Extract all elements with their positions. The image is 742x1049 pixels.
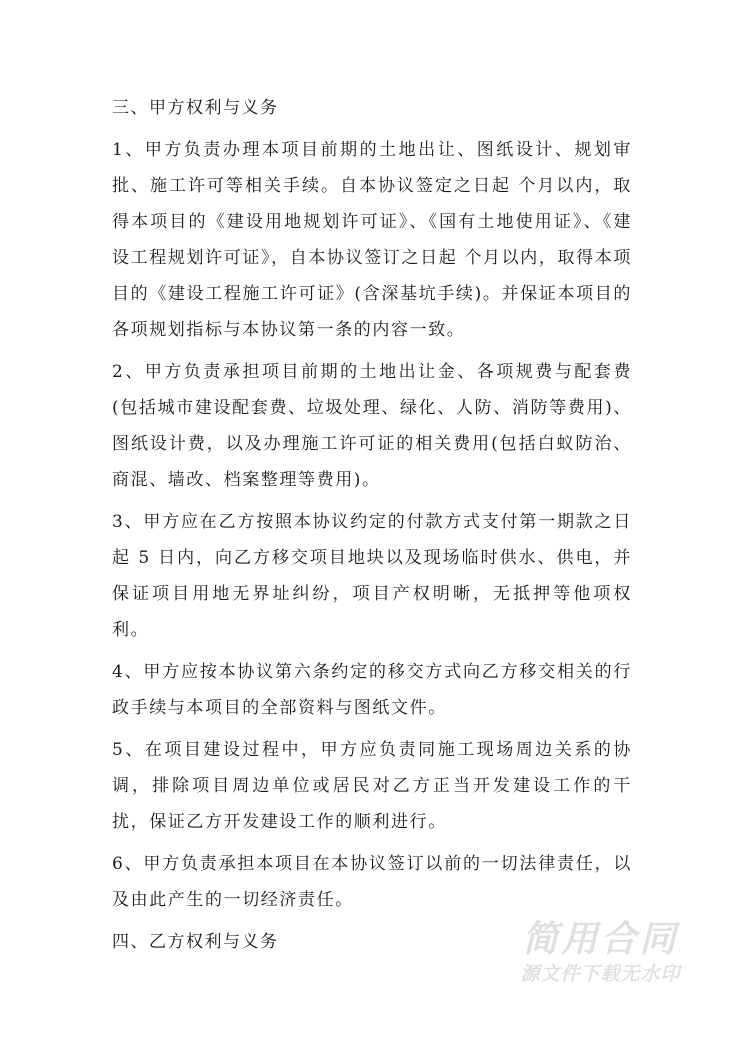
clause-2: 2、甲方负责承担项目前期的土地出让金、各项规费与配套费(包括城市建设配套费、垃圾处理、绿化、人防、消防等费用)、图纸设计费，以及办理施工许可证的相关费用(包括白蚁防治、商混、墙改、档案整理等费用)。 [112, 362, 632, 490]
clause-1: 1、甲方负责办理本项目前期的土地出让、图纸设计、规划审批、施工许可等相关手续。自本协议签定之日起 个月以内，取得本项目的《建设用地规划许可证》、《国有土地使用证》、《建设工程规划许可证》，自本协议签订之日起 个月以内，取得本项目的《建设工程施工许可证》(含深基坑手续)。并保证本项目的各项规划指标与本协议第一条的内容一致。 [112, 140, 632, 340]
section-3-heading: 三、甲方权利与义务 [112, 98, 279, 118]
section-4-heading: 四、乙方权利与义务 [112, 932, 279, 952]
clause-4: 4、甲方应按本协议第六条约定的移交方式向乙方移交相关的行政手续与本项目的全部资料与图纸文件。 [112, 662, 632, 718]
clause-6: 6、甲方负责承担本项目在本协议签订以前的一切法律责任，以及由此产生的一切经济责任。 [112, 854, 632, 910]
watermark-main-text: 简用合同 [522, 919, 679, 960]
clause-3: 3、甲方应在乙方按照本协议约定的付款方式支付第一期款之日起 5 日内，向乙方移交项目地块以及现场临时供水、供电，并保证项目用地无界址纠纷，项目产权明晰，无抵押等他项权利。 [112, 512, 632, 640]
watermark-sub-text: 源文件下载无水印 [520, 963, 681, 985]
document-body [112, 90, 632, 966]
clause-5: 5、在项目建设过程中，甲方应负责同施工现场周边关系的协调，排除项目周边单位或居民对乙方正当开发建设工作的干扰，保证乙方开发建设工作的顺利进行。 [112, 740, 632, 832]
